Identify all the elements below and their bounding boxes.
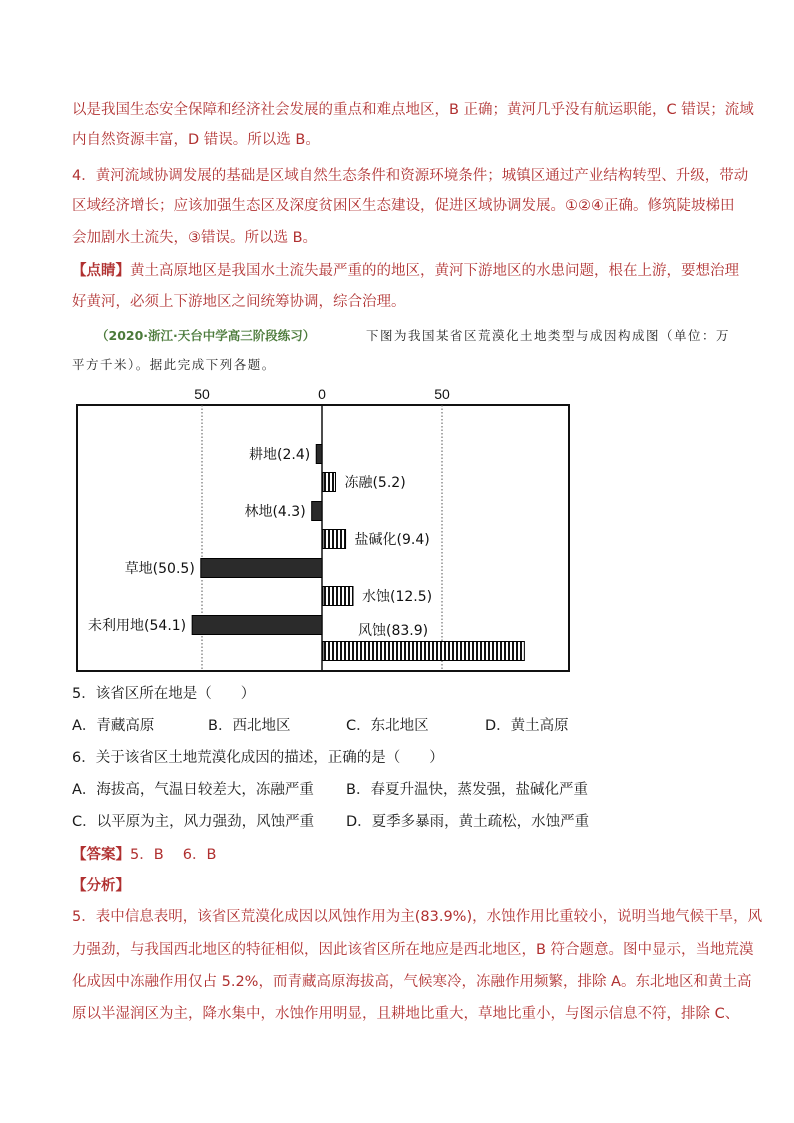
analysis-line-4: 原以半湿润区为主，降水集中，水蚀作用明显，且耕地比重大，草地比重小，与图示信息不符，排除 C、 <box>72 1006 740 1022</box>
q6-option-d: D．夏季多暴雨，黄土疏松，水蚀严重 <box>346 814 590 830</box>
text-line-1: 以是我国生态安全保障和经济社会发展的重点和难点地区，B 正确；黄河几乎没有航运职能，C 错误；流域 <box>72 102 754 118</box>
question-5: 5．该省区所在地是（ ） <box>72 686 256 702</box>
answer-tag: 【答案】 <box>72 847 130 863</box>
analysis-line-3: 化成因中冻融作用仅占 5.2%，而青藏高原海拔高，气候寒冷，冻融作用频繁，排除 A。东北地区和黄土高 <box>72 974 752 990</box>
q6-option-b: B．春夏升温快，蒸发强，盐碱化严重 <box>346 782 588 798</box>
question-source <box>96 326 315 346</box>
q6-option-a: A．海拔高，气温日较差大，冻融严重 <box>72 782 314 798</box>
q6-option-c: C．以平原为主，风力强劲，风蚀严重 <box>72 814 315 830</box>
question-6: 6．关于该省区土地荒漠化成因的描述，正确的是（ ） <box>72 750 444 766</box>
tip-line-2: 好黄河，必须上下游地区之间统筹协调，综合治理。 <box>72 294 406 310</box>
text-line-5: 会加剧水土流失，③错误。所以选 B。 <box>72 230 318 246</box>
bar-label: 盐碱化(9.4) <box>354 532 430 548</box>
bar-label: 草地(50.5) <box>124 561 195 577</box>
bar-right <box>323 473 335 492</box>
bar-label: 冻融(5.2) <box>344 475 406 491</box>
bar-label: 林地(4.3) <box>244 504 306 520</box>
text-line-2: 内自然资源丰富，D 错误。所以选 B。 <box>72 132 320 148</box>
bar-left <box>192 616 322 635</box>
intro-line-1: 下图为我国某省区荒漠化土地类型与成因构成图（单位：万 <box>366 328 731 343</box>
tip-line-1 <box>72 261 739 281</box>
bar-label: 耕地(2.4) <box>249 447 311 463</box>
tip-tag: 【点睛】 <box>72 263 130 279</box>
q5-option-d: D．黄土高原 <box>485 718 569 734</box>
bar-right <box>323 530 346 549</box>
axis-tick-label: 50 <box>434 386 450 402</box>
bar-label: 未利用地(54.1) <box>88 618 187 634</box>
bar-label: 风蚀(83.9) <box>358 623 429 639</box>
analysis-header <box>72 876 130 896</box>
analysis-line-1: 5．表中信息表明，该省区荒漠化成因以风蚀作用为主(83.9%)，水蚀作用比重较小，说明当地气候干旱，风 <box>72 909 763 925</box>
bar-right <box>323 642 524 661</box>
bar-left <box>312 502 322 521</box>
q5-option-c: C．东北地区 <box>346 718 429 734</box>
text-line-3: 4．黄河流域协调发展的基础是区域自然生态条件和资源环境条件；城镇区通过产业结构转型、升级，带动 <box>72 168 749 184</box>
axis-tick-label: 0 <box>318 386 326 402</box>
bar-label: 水蚀(12.5) <box>362 589 433 605</box>
text-line-4: 区域经济增长；应该加强生态区及深度贫困区生态建设，促进区域协调发展。①②④正确。修筑陡坡梯田 <box>72 198 735 214</box>
answer-text: 5．B 6．B <box>130 847 217 863</box>
bar-left <box>316 445 322 464</box>
analysis-line-2: 力强劲，与我国西北地区的特征相似，因此该省区所在地应是西北地区，B 符合题意。图中显示，当地荒漠 <box>72 942 754 958</box>
q5-option-a: A．青藏高原 <box>72 718 155 734</box>
bar-left <box>201 559 322 578</box>
desertification-chart <box>76 385 570 673</box>
intro-line-2: 平方千米）。据此完成下列各题。 <box>72 357 276 372</box>
analysis-tag: 【分析】 <box>72 878 130 894</box>
q5-option-b: B．西北地区 <box>208 718 291 734</box>
answer-line <box>72 845 216 865</box>
bar-right <box>323 587 353 606</box>
axis-tick-label: 50 <box>194 386 210 402</box>
source-label: （2020·浙江·天台中学高三阶段练习） <box>96 328 316 343</box>
tip-text: 黄土高原地区是我国水土流失最严重的的地区，黄河下游地区的水患问题，根在上游，要想治理 <box>130 263 739 279</box>
